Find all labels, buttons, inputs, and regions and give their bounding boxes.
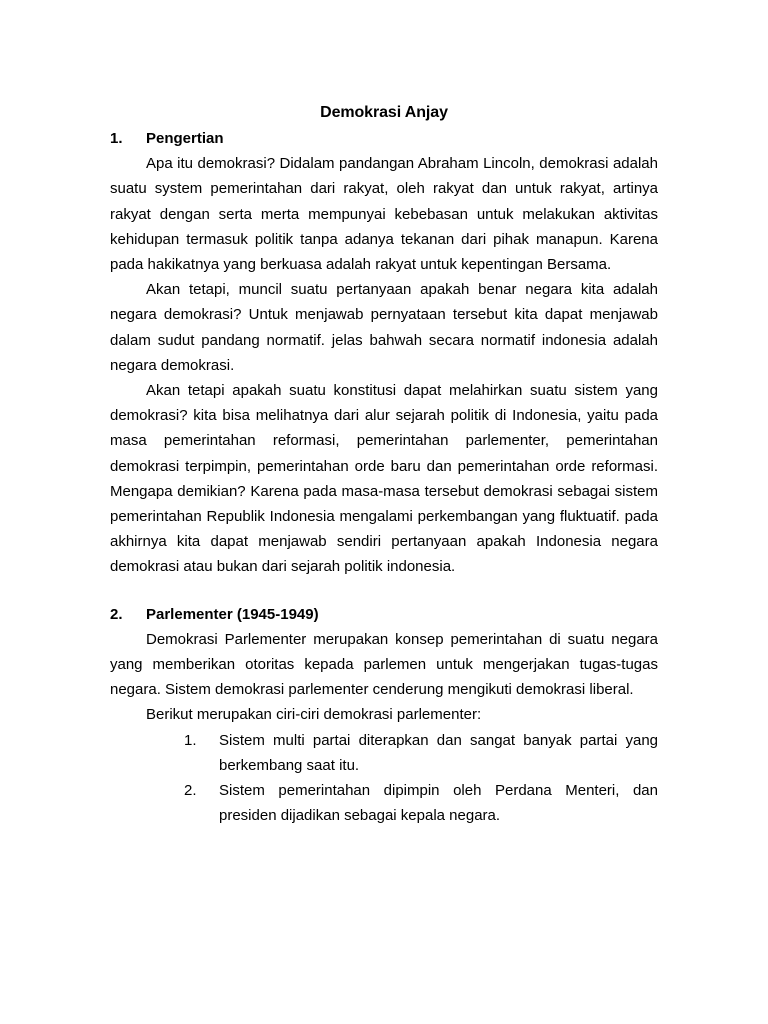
section-heading-parlementer xyxy=(110,602,658,627)
list-item xyxy=(184,728,658,778)
document-body xyxy=(110,100,658,828)
list-item-number: 2. xyxy=(184,782,197,800)
list-item-text: Sistem pemerintahan dipimpin oleh Perdana Menteri, dan presiden dijadikan sebagai kepala negara. xyxy=(219,782,658,825)
paragraph: Akan tetapi apakah suatu konstitusi dapat melahirkan suatu sistem yang demokrasi? kita bisa melihatnya dari alur sejarah politik di Indonesia, yaitu pada masa pemerintahan reformasi, pemerintahan parlementer, pemerintahan demokrasi terpimpin, pemerintahan orde baru dan pemerintahan orde reformasi. Mengapa demikian? Karena pada masa-masa tersebut demokrasi sebagai sistem pemerintahan Republik Indonesia mengalami perkembangan yang fluktuatif. pada akhirnya kita dapat menjawab sendiri pertanyaan apakah Indonesia negara demokrasi atau bukan dari sejarah politik indonesia. xyxy=(110,382,658,576)
list-intro: Berikut merupakan ciri-ciri demokrasi parlementer: xyxy=(146,706,482,724)
list-item-number: 1. xyxy=(184,731,197,749)
section-title: Pengertian xyxy=(146,130,224,147)
paragraph: Akan tetapi, muncil suatu pertanyaan apakah benar negara kita adalah negara demokrasi? Untuk menjawab pernyataan tersebut kita dapat menjawab dalam sudut pandang normatif. jelas bahwah secara normatif indonesia adalah negara demokrasi. xyxy=(110,281,658,374)
section-spacer xyxy=(110,580,658,602)
paragraph: Apa itu demokrasi? Didalam pandangan Abraham Lincoln, demokrasi adalah suatu system pemerintahan dari rakyat, oleh rakyat dan untuk rakyat, artinya rakyat dengan serta merta mempunyai kebebasan untuk melakukan aktivitas kehidupan termasuk politik tanpa adanya tekanan dari pihak manapun. Karena pada hakikatnya yang berkuasa adalah rakyat untuk kepentingan Bersama. xyxy=(110,155,658,274)
paragraph: Demokrasi Parlementer merupakan konsep pemerintahan di suatu negara yang memberikan otoritas kepada parlemen untuk mengerjakan tugas-tugas negara. Sistem demokrasi parlementer cenderung mengikuti demokrasi liberal. xyxy=(110,630,658,699)
list-item xyxy=(184,778,658,828)
section-heading-pengertian xyxy=(110,126,658,151)
section-number: 1. xyxy=(110,130,123,147)
list-item-text: Sistem multi partai diterapkan dan sangat banyak partai yang berkembang saat itu. xyxy=(219,731,658,774)
numbered-list xyxy=(110,728,658,829)
document-title: Demokrasi Anjay xyxy=(320,104,448,121)
section-number: 2. xyxy=(110,605,123,623)
section-title: Parlementer (1945-1949) xyxy=(146,605,319,623)
